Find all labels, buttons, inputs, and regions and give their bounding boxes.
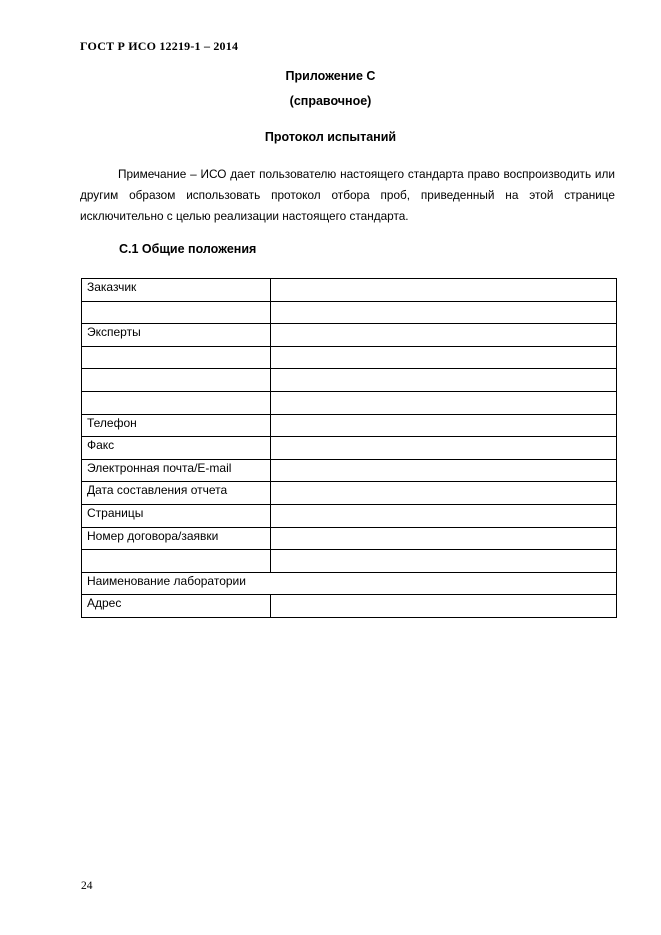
protocol-title: Протокол испытаний (264, 130, 397, 144)
note-paragraph: Примечание – ИСО дает пользователю настоящего стандарта право воспроизводить или другим образом использовать протокол отбора проб, приведенный на этой странице исключительно с целью реализации настоящего стандарта. (80, 167, 615, 223)
test-report-form-table (81, 278, 617, 618)
document-code-header: ГОСТ Р ИСО 12219-1 – 2014 (80, 39, 239, 53)
form-row (82, 504, 617, 527)
form-row-value-cell[interactable] (271, 550, 617, 573)
form-row (82, 595, 617, 618)
appendix-subtitle: (справочное) (289, 94, 372, 108)
form-row-value-cell[interactable] (271, 482, 617, 505)
form-row-label: Наименование лаборатории (82, 572, 617, 595)
form-row (82, 414, 617, 437)
form-row-label: Номер договора/заявки (82, 527, 271, 550)
form-row-value-cell[interactable] (271, 527, 617, 550)
form-row (82, 527, 617, 550)
form-row-value-cell[interactable] (271, 459, 617, 482)
form-row-label (82, 346, 271, 369)
form-row-label (82, 550, 271, 573)
form-row-value-cell[interactable] (271, 391, 617, 414)
form-row-value-cell[interactable] (271, 504, 617, 527)
form-row (82, 301, 617, 324)
form-row (82, 437, 617, 460)
form-row-label (82, 391, 271, 414)
form-row-label (82, 369, 271, 392)
form-row-label: Факс (82, 437, 271, 460)
form-row-value-cell[interactable] (271, 369, 617, 392)
form-row (82, 550, 617, 573)
form-row-label: Дата составления отчета (82, 482, 271, 505)
form-row-label: Телефон (82, 414, 271, 437)
form-row (82, 391, 617, 414)
form-row-value-cell[interactable] (271, 437, 617, 460)
form-row (82, 324, 617, 347)
form-row-value-cell[interactable] (271, 279, 617, 302)
form-row (82, 482, 617, 505)
form-row (82, 279, 617, 302)
form-row-value-cell[interactable] (271, 346, 617, 369)
form-row-label: Страницы (82, 504, 271, 527)
form-row-label: Электронная почта/E-mail (82, 459, 271, 482)
section-heading: С.1 Общие положения (119, 242, 257, 256)
form-row (82, 572, 617, 595)
form-row (82, 459, 617, 482)
form-row-label: Эксперты (82, 324, 271, 347)
form-row-label (82, 301, 271, 324)
form-row (82, 346, 617, 369)
page-number: 24 (81, 880, 93, 892)
form-row-value-cell[interactable] (271, 301, 617, 324)
form-row-value-cell[interactable] (271, 414, 617, 437)
form-row-value-cell[interactable] (271, 324, 617, 347)
form-row (82, 369, 617, 392)
form-row-value-cell[interactable] (271, 595, 617, 618)
appendix-title: Приложение С (285, 69, 376, 83)
form-row-label: Адрес (82, 595, 271, 618)
form-row-label: Заказчик (82, 279, 271, 302)
